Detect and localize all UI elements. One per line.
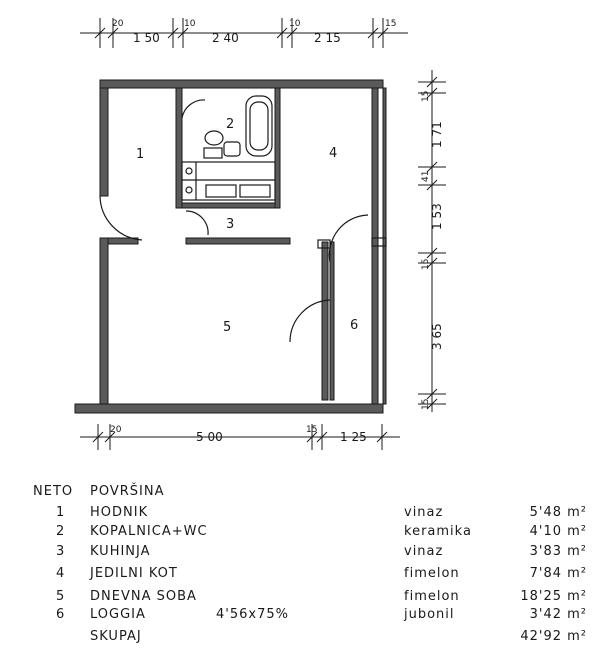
dim-bottom-2: 5 00 [196, 430, 223, 444]
row-number: 5 [56, 589, 66, 604]
row-material: keramika [404, 524, 472, 539]
dim-right-5: 15 [421, 258, 431, 270]
row-area: 18'25 m² [520, 589, 587, 604]
row-material: vinaz [404, 544, 444, 559]
row-material: fimelon [404, 589, 460, 604]
row-room-name: JEDILNI KOT [90, 566, 178, 581]
row-extra: 4'56x75% [216, 607, 289, 622]
row-number: 6 [56, 607, 66, 622]
legend-row [0, 566, 605, 586]
area-legend [0, 478, 605, 653]
legend-row [0, 524, 605, 544]
dim-top-1: 20 [112, 19, 124, 29]
legend-row [0, 589, 605, 609]
dim-right-7: 15 [421, 398, 431, 410]
header-neto: NETO [33, 484, 74, 499]
row-material: vinaz [404, 505, 444, 520]
row-room-name: DNEVNA SOBA [90, 589, 197, 604]
row-area: 3'83 m² [529, 544, 587, 559]
row-area: 3'42 m² [529, 607, 587, 622]
row-number: 2 [56, 524, 66, 539]
dim-top-4: 2 40 [212, 31, 239, 45]
dim-bottom-3: 15 [306, 425, 318, 435]
dim-top-7: 15 [385, 19, 397, 29]
dim-right-6: 3 65 [430, 323, 444, 350]
dim-right-2: 1 71 [430, 121, 444, 148]
row-area: 5'48 m² [529, 505, 587, 520]
total-area: 42'92 m² [520, 629, 587, 644]
dim-right-3: 41 [421, 170, 431, 182]
legend-row [0, 544, 605, 564]
row-area: 4'10 m² [529, 524, 587, 539]
row-material: jubonil [404, 607, 455, 622]
dim-top-2: 1 50 [133, 31, 160, 45]
row-number: 4 [56, 566, 66, 581]
row-room-name: KUHINJA [90, 544, 151, 559]
row-room-name: LOGGIA [90, 607, 146, 622]
room-label-4: 4 [329, 146, 338, 161]
room-label-2: 2 [226, 117, 235, 132]
row-area: 7'84 m² [529, 566, 587, 581]
row-material: fimelon [404, 566, 460, 581]
room-label-3: 3 [226, 217, 235, 232]
dim-right-1: 15 [421, 90, 431, 102]
row-room-name: KOPALNICA+WC [90, 524, 208, 539]
dim-top-3: 10 [184, 19, 196, 29]
room-label-5: 5 [223, 320, 232, 335]
total-label: SKUPAJ [90, 629, 142, 644]
row-number: 1 [56, 505, 66, 520]
legend-row [0, 505, 605, 525]
dim-bottom-4: 1 25 [340, 430, 367, 444]
dim-bottom-1: 20 [110, 425, 122, 435]
dim-right-4: 1 53 [430, 203, 444, 230]
row-number: 3 [56, 544, 66, 559]
legend-row [0, 607, 605, 627]
room-label-6: 6 [350, 318, 359, 333]
dim-top-5: 10 [289, 19, 301, 29]
dim-top-6: 2 15 [314, 31, 341, 45]
legend-header [0, 484, 605, 504]
row-room-name: HODNIK [90, 505, 149, 520]
room-label-1: 1 [136, 147, 145, 162]
header-povrsina: POVRŠINA [90, 484, 165, 499]
legend-total-row [0, 629, 605, 649]
